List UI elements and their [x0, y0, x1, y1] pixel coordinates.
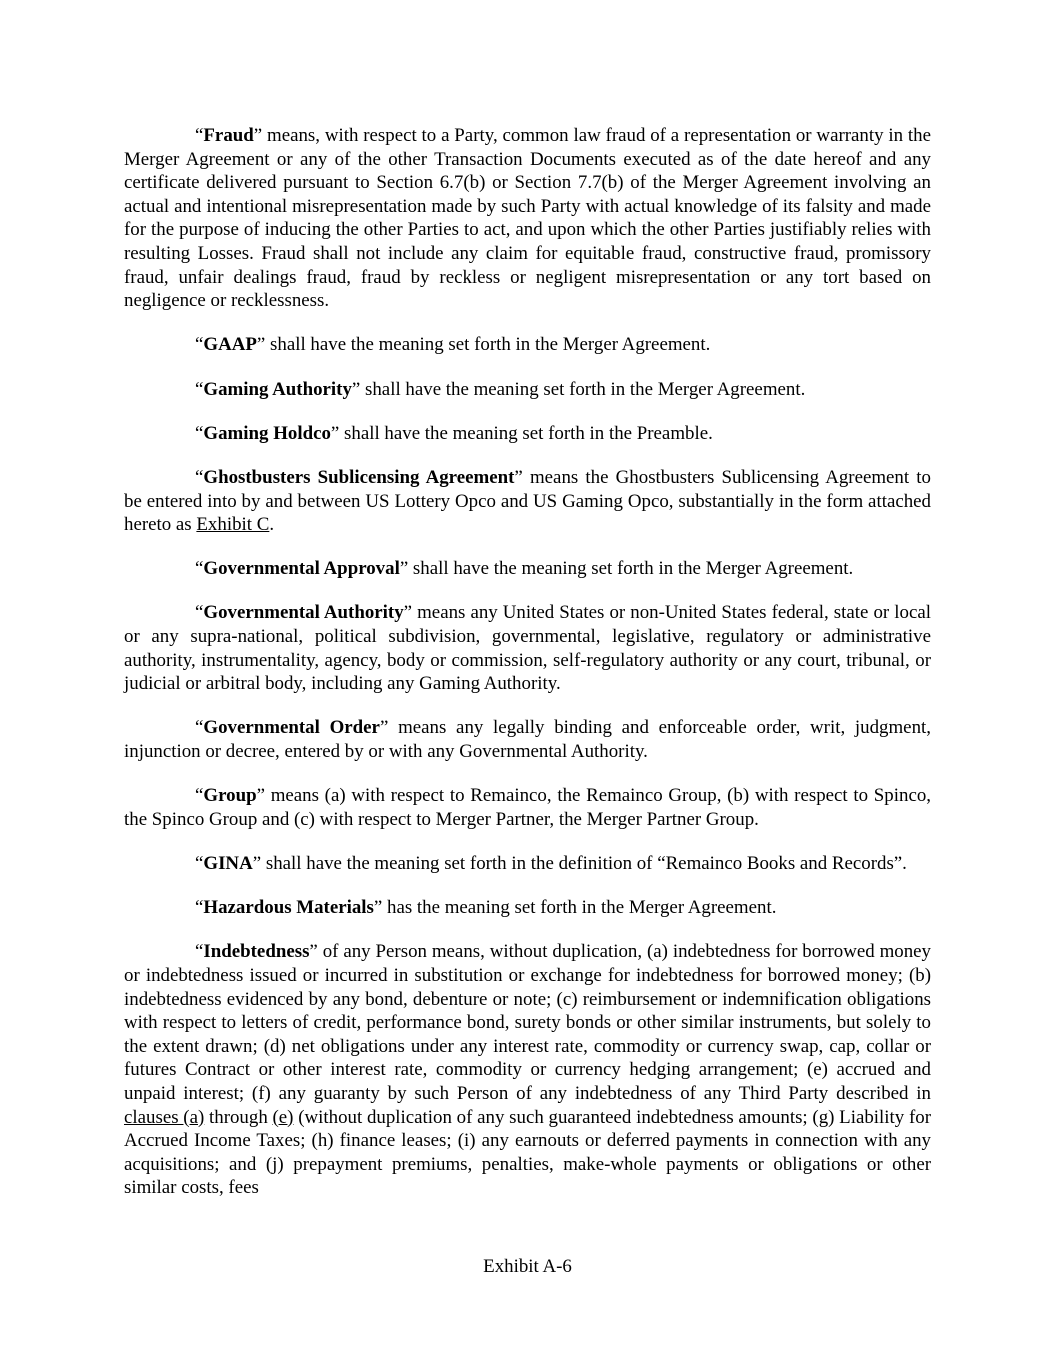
- clause-e-reference: (e): [272, 1106, 294, 1128]
- definition-ghostbusters-sublicensing-agreement: “Ghostbusters Sublicensing Agreement” means the Ghostbusters Sublicensing Agreement to be entered into by and between US Lottery Opco and US Gaming Opco, substantially in the form attached hereto as Exhibit C.: [124, 466, 931, 536]
- clauses-a-reference: clauses (a): [124, 1106, 205, 1128]
- definition-hazardous-materials: “Hazardous Materials” has the meaning set forth in the Merger Agreement.: [195, 897, 777, 919]
- defined-term: Indebtedness: [203, 941, 310, 963]
- defined-term: Group: [203, 785, 257, 807]
- document-body: [124, 124, 931, 1221]
- definition-gaming-authority: “Gaming Authority” shall have the meaning set forth in the Merger Agreement.: [195, 378, 806, 400]
- definition-gina: “GINA” shall have the meaning set forth in the definition of “Remainco Books and Records”.: [195, 853, 907, 874]
- definition-indebtedness: “Indebtedness” of any Person means, without duplication, (a) indebtedness for borrowed money or indebtedness issued or incurred in substitution or exchange for indebtedness for borrowed money; (b) indebtedness evidenced by any bond, debenture or note; (c) reimbursement or indemnification obligations with respect to letters of credit, performance bond, surety bonds or other similar instruments, but solely to the extent drawn; (d) net obligations under any interest rate, commodity or currency swap, cap, collar or futures Contract or other interest rate, commodity or currency hedging arrangement; (e) accrued and unpaid interest; (f) any guaranty by such Person of any indebtedness of any Third Party described in clauses (a) through (e) (without duplication of any such guaranteed indebtedness amounts; (g) Liability for Accrued Income Taxes; (h) finance leases; (i) any earnouts or deferred payments in connection with any acquisitions; and (j) prepayment premiums, penalties, make-whole payments or obligations or other similar costs, fees: [124, 941, 931, 1199]
- page-footer: Exhibit A-6: [483, 1256, 572, 1277]
- definition-group: “Group” means (a) with respect to Remainco, the Remainco Group, (b) with respect to Spinco, the Spinco Group and (c) with respect to Merger Partner, the Merger Partner Group.: [124, 785, 931, 830]
- defined-term: Gaming Authority: [203, 378, 352, 400]
- defined-term: Fraud: [203, 125, 254, 146]
- defined-term: GAAP: [203, 334, 257, 356]
- defined-term: Governmental Approval: [203, 558, 400, 580]
- defined-term: Governmental Order: [203, 717, 380, 739]
- definition-governmental-order: “Governmental Order” means any legally binding and enforceable order, writ, judgment, injunction or decree, entered by or with any Governmental Authority.: [124, 717, 931, 763]
- definition-governmental-authority: “Governmental Authority” means any United States or non-United States federal, state or local or any supra-national, political subdivision, governmental, legislative, regulatory or administrative authority, instrumentality, agency, body or commission, self-regulatory authority or any court, tribunal, or judicial or arbitral body, including any Gaming Authority.: [124, 602, 931, 695]
- defined-term: Governmental Authority: [203, 602, 404, 624]
- definition-gaap: “GAAP” shall have the meaning set forth in the Merger Agreement.: [195, 334, 711, 356]
- defined-term: GINA: [203, 853, 253, 874]
- definition-gaming-holdco: “Gaming Holdco” shall have the meaning set forth in the Preamble.: [195, 422, 713, 444]
- defined-term: Ghostbusters Sublicensing Agreement: [203, 466, 515, 488]
- defined-term: Gaming Holdco: [203, 422, 331, 444]
- exhibit-c-reference: Exhibit C: [196, 514, 270, 536]
- definition-fraud: “Fraud” means, with respect to a Party, common law fraud of a representation or warranty in the Merger Agreement or any of the other Transaction Documents executed as of the date hereof and any certificate delivered pursuant to Section 6.7(b) or Section 7.7(b) of the Merger Agreement involving an actual and intentional misrepresentation made by such Party with actual knowledge of its falsity and made for the purpose of inducing the other Parties to act, and upon which the other Parties justifiably relies with resulting Losses. Fraud shall not include any claim for equitable fraud, constructive fraud, promissory fraud, unfair dealings fraud, fraud by reckless or negligent misrepresentation or any tort based on negligence or recklessness.: [124, 125, 931, 312]
- definition-governmental-approval: “Governmental Approval” shall have the meaning set forth in the Merger Agreement.: [195, 558, 854, 580]
- defined-term: Hazardous Materials: [203, 897, 374, 919]
